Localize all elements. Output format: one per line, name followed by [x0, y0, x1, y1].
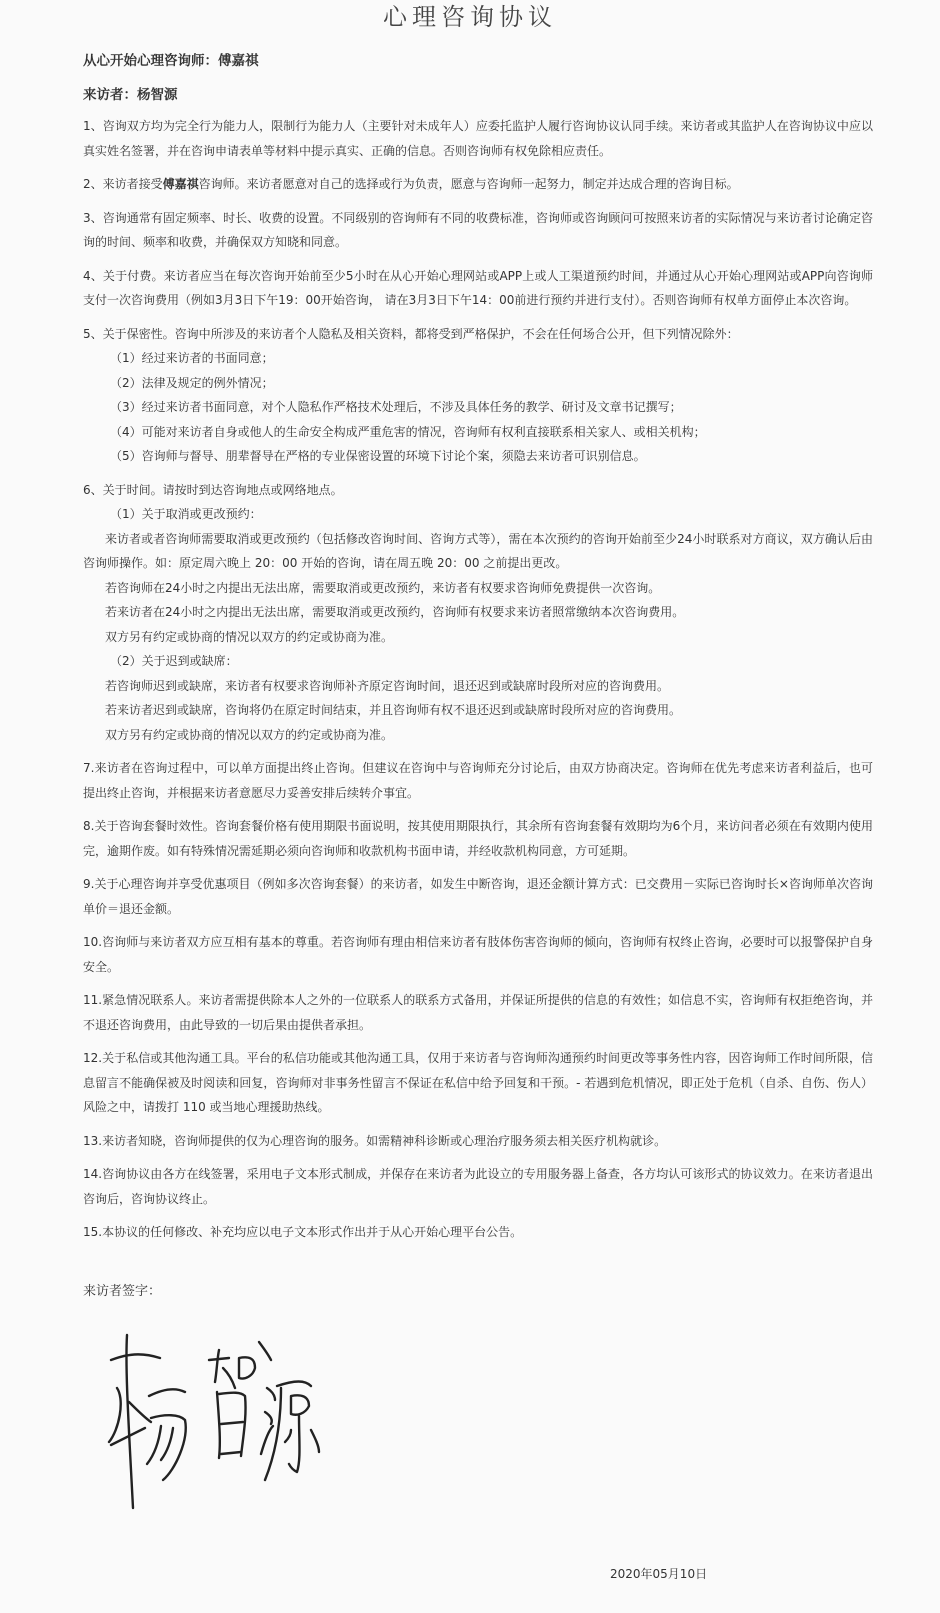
client-line: 来访者：杨智源: [83, 87, 178, 103]
clause-15: 15.本协议的任何修改、补充均应以电子文本形式作出并于从心开始心理平台公告。: [83, 1225, 523, 1239]
clause-6-intro: 6、关于时间。请按时到达咨询地点或网络地点。: [83, 482, 343, 497]
clause-4: 4、关于付费。来访者应当在每次咨询开始前至少5小时在从心开始心理网站或APP上或人工渠道预约时间，并通过从心开始心理网站或APP向咨询师支付一次咨询费用（例如3月3日下午19：00开始咨询， 请在3月3日下午14：00前进行预约并进行支付）。否则咨询师有权单方面停止本次咨询。: [83, 268, 873, 307]
clause-5-item: （2）法律及规定的例外情况；: [110, 375, 274, 390]
clause-2-counselor-name: 傅嘉祺: [162, 177, 199, 191]
clause-6: [83, 478, 873, 748]
clause-6-text: 双方另有约定或协商的情况以双方的约定或协商为准。: [105, 629, 394, 644]
clause-2-suffix: 咨询师。来访者愿意对自己的选择或行为负责，愿意与咨询师一起努力，制定并达成合理的咨询目标。: [198, 177, 739, 191]
clause-6-text: 若来访者在24小时之内提出无法出席，需要取消或更改预约，咨询师有权要求来访者照常缴纳本次咨询费用。: [105, 605, 685, 619]
clause-11: 11.紧急情况联系人。来访者需提供除本人之外的一位联系人的联系方式备用，并保证所提供的信息的有效性；如信息不实，咨询师有权拒绝咨询，并不退还咨询费用，由此导致的一切后果由提供者承担。: [83, 993, 873, 1032]
clause-13: 13.来访者知晓，咨询师提供的仅为心理咨询的服务。如需精神科诊断或心理治疗服务须去相关医疗机构就诊。: [83, 1133, 667, 1148]
clause-5-item: （3）经过来访者书面同意，对个人隐私作严格技术处理后，不涉及具体任务的教学、研讨及文章书记撰写；: [110, 400, 682, 414]
agreement-body: [83, 114, 873, 1254]
clause-14: 14.咨询协议由各方在线签署，采用电子文本形式制成，并保存在来访者为此设立的专用服务器上备查，各方均认可该形式的协议效力。在来访者退出咨询后，咨询协议终止。: [83, 1167, 873, 1206]
clause-3: 3、咨询通常有固定频率、时长、收费的设置。不同级别的咨询师有不同的收费标准，咨询师或咨询顾问可按照来访者的实际情况与来访者讨论确定咨询的时间、频率和收费，并确保双方知晓和同意。: [83, 210, 873, 249]
clause-6-text: 若咨询师迟到或缺席，来访者有权要求咨询师补齐原定咨询时间，退还迟到或缺席时段所对应的咨询费用。: [105, 678, 670, 693]
clause-5-item: （5）咨询师与督导、朋辈督导在严格的专业保密设置的环境下讨论个案，须隐去来访者可识别信息。: [110, 449, 646, 463]
clause-12: 12.关于私信或其他沟通工具。平台的私信功能或其他沟通工具，仅用于来访者与咨询师沟通预约时间更改等事务性内容，因咨询师工作时间所限，信息留言不能确保被及时阅读和回复，咨询师对非事务性留言不保证在私信中给予回复和干预。- 若遇到危机情况，即正处于危机（自杀、自伤、伤人）风险之中，请拨打 110 或当地心理援助热线。: [83, 1051, 873, 1114]
clause-6-text: 若咨询师在24小时之内提出无法出席，需要取消或更改预约，来访者有权要求咨询师免费提供一次咨询。: [105, 580, 661, 595]
clause-5: [83, 322, 873, 469]
page-title: 心理咨询协议: [383, 3, 557, 31]
clause-2: [83, 172, 873, 197]
counselor-line: 从心开始心理咨询师：傅嘉祺: [83, 53, 259, 69]
clause-10: 10.咨询师与来访者双方应互相有基本的尊重。若咨询师有理由相信来访者有肢体伤害咨询师的倾向，咨询师有权终止咨询，必要时可以报警保护自身安全。: [83, 935, 873, 974]
clause-5-item: （1）经过来访者的书面同意；: [110, 351, 274, 365]
clause-1: 1、咨询双方均为完全行为能力人，限制行为能力人（主要针对未成年人）应委托监护人履行咨询协议认同手续。来访者或其监护人在咨询协议中应以真实姓名签署，并在咨询申请表单等材料中提示真实、正确的信息。否则咨询师有权免除相应责任。: [83, 119, 873, 158]
clause-6-text: 若来访者迟到或缺席，咨询将仍在原定时间结束，并且咨询师有权不退还迟到或缺席时段所对应的咨询费用。: [105, 703, 682, 717]
signature-date: 2020年05月10日: [610, 1567, 708, 1581]
clause-5-intro: 5、关于保密性。咨询中所涉及的来访者个人隐私及相关资料，都将受到严格保护，不会在任何场合公开，但下列情况除外：: [83, 326, 739, 341]
clause-6-text: 来访者或者咨询师需要取消或更改预约（包括修改咨询时间、咨询方式等），需在本次预约的咨询开始前至少24小时联系对方商议，双方确认后由咨询师操作。如：原定周六晚上 20：00 开始的咨询，请在周五晚 20：00 之前提出更改。: [83, 531, 873, 570]
clause-9: 9.关于心理咨询并享受优惠项目（例如多次咨询套餐）的来访者，如发生中断咨询，退还金额计算方式：已交费用－实际已咨询时长×咨询师单次咨询单价＝退还金额。: [83, 877, 873, 916]
clause-5-item: （4）可能对来访者自身或他人的生命安全构成严重危害的情况，咨询师有权利直接联系相关家人、或相关机构；: [110, 424, 706, 439]
handwritten-signature: [105, 1330, 335, 1520]
signature-label: 来访者签字：: [83, 1284, 162, 1299]
clause-2-prefix: 2、来访者接受: [83, 177, 163, 191]
clause-7: 7.来访者在咨询过程中，可以单方面提出终止咨询。但建议在咨询中与咨询师充分讨论后，由双方协商决定。咨询师在优先考虑来访者利益后，也可提出终止咨询，并根据来访者意愿尽力妥善安排后续转介事宜。: [83, 761, 873, 800]
clause-6-text: 双方另有约定或协商的情况以双方的约定或协商为准。: [105, 727, 394, 742]
clause-8: 8.关于咨询套餐时效性。咨询套餐价格有使用期限书面说明，按其使用期限执行，其余所有咨询套餐有效期均为6个月，来访问者必须在有效期内使用完，逾期作废。如有特殊情况需延期必须向咨询师和收款机构书面申请，并经收款机构同意，方可延期。: [83, 819, 873, 858]
clause-6-sub-heading: （2）关于迟到或缺席：: [110, 654, 238, 668]
clause-6-sub-heading: （1）关于取消或更改预约：: [110, 507, 262, 521]
